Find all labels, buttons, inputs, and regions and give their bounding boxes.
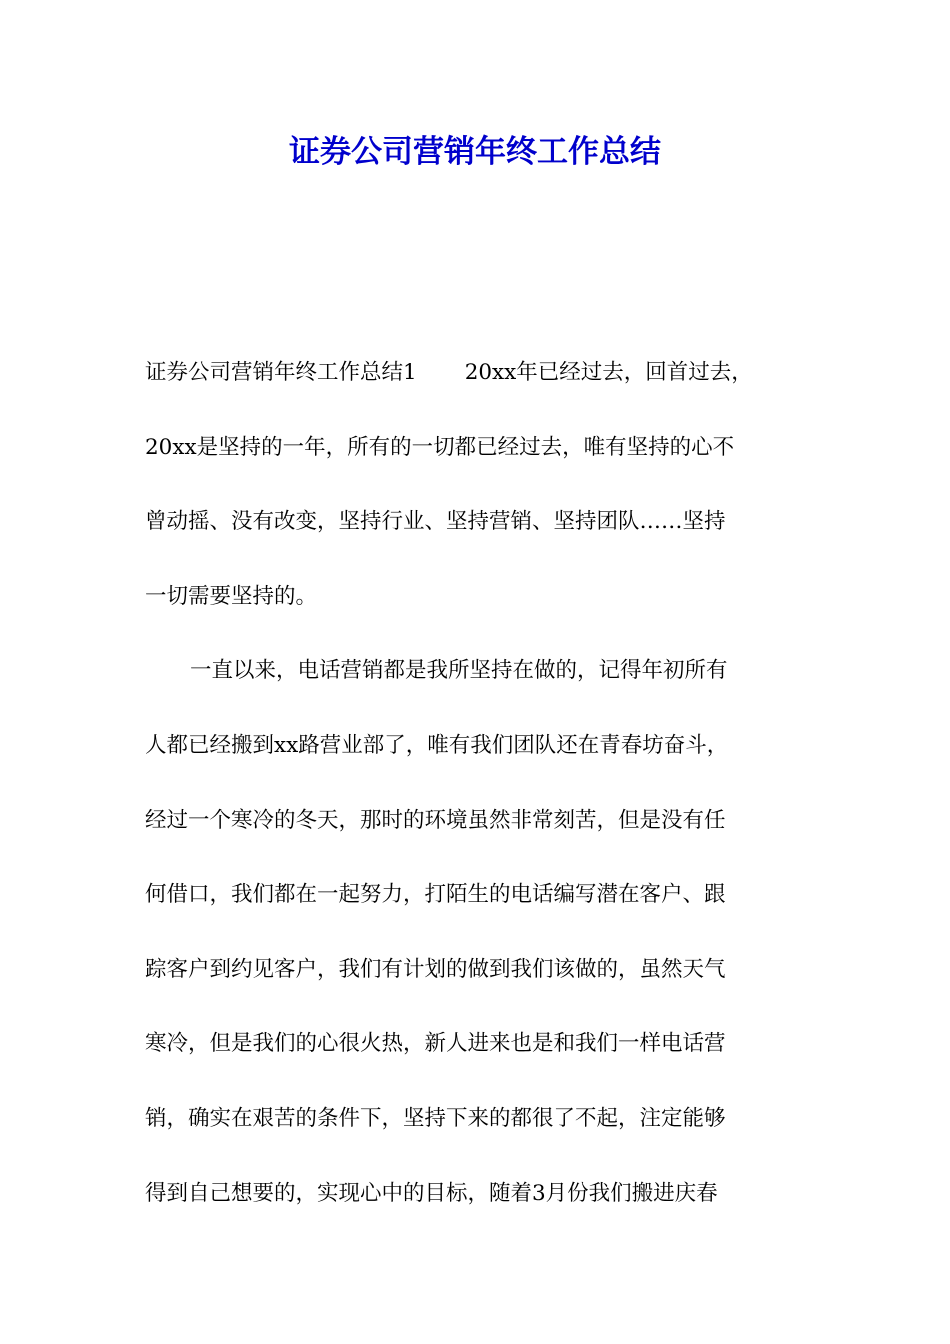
text-line: 人都已经搬到xx路营业部了，唯有我们团队还在青春坊奋斗，	[145, 732, 729, 758]
text-line: 一切需要坚持的。	[145, 583, 318, 609]
heading-inline: 证券公司营销年终工作总结1	[145, 360, 417, 385]
text-line	[145, 336, 825, 411]
text-line: 一直以来，电话营销都是我所坚持在做的，记得年初所有	[190, 658, 728, 684]
text-line: 经过一个寒冷的冬天，那时的环境虽然非常刻苦，但是没有任	[145, 807, 726, 833]
document-body	[145, 336, 825, 1231]
text-line: 20xx是坚持的一年，所有的一切都已经过去，唯有坚持的心不	[145, 434, 735, 460]
text-line: 得到自己想要的，实现心中的目标，随着3月份我们搬进庆春	[145, 1180, 718, 1206]
paragraph-2	[145, 634, 825, 1231]
text-line: 踪客户到约见客户，我们有计划的做到我们该做的，虽然天气	[145, 956, 726, 982]
text-line: 曾动摇、没有改变，坚持行业、坚持营销、坚持团队……坚持	[145, 509, 726, 535]
paragraph-1	[145, 336, 825, 634]
text-line: 寒冷，但是我们的心很火热，新人进来也是和我们一样电话营	[145, 1031, 726, 1057]
text-line: 销，确实在艰苦的条件下，坚持下来的都很了不起，注定能够	[145, 1105, 726, 1131]
text-line: 何借口，我们都在一起努力，打陌生的电话编写潜在客户、跟	[145, 882, 726, 908]
text-segment: 20xx年已经过去，回首过去，	[464, 360, 753, 385]
document-title: 证券公司营销年终工作总结	[289, 134, 661, 170]
